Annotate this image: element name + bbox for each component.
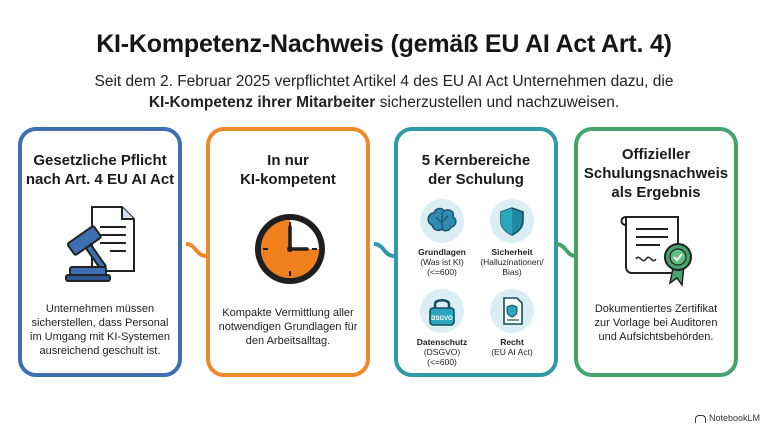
- card-title-line: Gesetzliche Pflicht: [33, 152, 167, 169]
- card-title-line: 5 Kernbereiche: [421, 152, 531, 169]
- topic-detail: (<=600): [427, 267, 457, 277]
- topic-name: Sicherheit: [491, 247, 533, 257]
- card-body-line: im Umgang mit KI-Systemen: [30, 331, 170, 343]
- brain-icon: [420, 199, 464, 243]
- card-body-line: Dokumentiertes Zertifikat: [594, 303, 718, 315]
- card-body-line: und Aufsichtsbehörden.: [598, 331, 714, 343]
- topic-detail: Bias): [502, 267, 522, 277]
- connector-arrow-icon: [374, 240, 394, 260]
- topic-name: Recht: [500, 337, 524, 347]
- topic-detail: (Was ist KI): [420, 257, 464, 267]
- connector-arrow-icon: [186, 240, 206, 260]
- card-body: [28, 302, 172, 358]
- topic-datenschutz: [406, 337, 478, 367]
- topic-detail: (<=600): [427, 357, 457, 367]
- subtitle-text-1: Seit dem 2. Februar 2025 verpflichtet Artikel 4 des EU AI Act Unternehmen dazu, die: [94, 73, 674, 90]
- topic-recht: [476, 337, 548, 357]
- card-title: [210, 151, 366, 189]
- topic-detail: (Halluzinationen/: [480, 257, 544, 267]
- shield-icon: [490, 199, 534, 243]
- card-body-line: notwendigen Grundlagen für: [218, 321, 358, 333]
- card-legal-obligation: [18, 127, 182, 377]
- brand-label: [695, 413, 760, 423]
- card-core-areas: [394, 127, 558, 377]
- card-title-line: Schulungsnachweis: [583, 165, 729, 182]
- card-fast-competence: [206, 127, 370, 377]
- card-title: [578, 145, 734, 202]
- topic-detail: (EU AI Act): [491, 347, 533, 357]
- dsgvo-badge-text: DSGVO: [431, 316, 453, 322]
- card-title-line: In nur: [267, 152, 309, 169]
- card-title-line: der Schulung: [428, 171, 524, 188]
- card-body-line: Kompakte Vermittlung aller: [222, 307, 354, 319]
- connector-arrow-icon: [556, 240, 576, 260]
- topic-sicherheit: [476, 247, 548, 277]
- card-body: [584, 302, 728, 344]
- topic-name: Grundlagen: [418, 247, 466, 257]
- topic-detail: (DSGVO): [423, 347, 461, 357]
- card-body-line: ausreichend geschult ist.: [39, 345, 161, 357]
- card-title-line: KI-kompetent: [240, 171, 336, 188]
- card-body-line: den Arbeitsalltag.: [245, 335, 331, 347]
- card-body-line: Unternehmen müssen: [45, 303, 155, 315]
- topic-grundlagen: [406, 247, 478, 277]
- card-title: [398, 151, 554, 189]
- card-body: [216, 306, 360, 348]
- card-title-line: als Ergebnis: [611, 184, 701, 201]
- certificate-icon: [620, 211, 700, 287]
- gavel-document-icon: [62, 203, 142, 283]
- page-title: KI-Kompetenz-Nachweis (gemäß EU AI Act Art. 4): [96, 30, 672, 58]
- card-certificate: [574, 127, 738, 377]
- clock-icon: [252, 211, 328, 287]
- card-body-line: sicherstellen, dass Personal: [31, 317, 169, 329]
- topic-name: Datenschutz: [416, 337, 468, 347]
- card-title: [22, 151, 178, 189]
- subtitle-text-2: sicherzustellen und nachzuweisen.: [375, 94, 620, 111]
- lock-icon: [420, 289, 464, 333]
- card-title-line: nach Art. 4 EU AI Act: [25, 171, 175, 188]
- legal-document-icon: [490, 289, 534, 333]
- brand-icon: [695, 415, 706, 423]
- brand-text: NotebookLM: [708, 413, 760, 423]
- page-subtitle: [0, 71, 768, 113]
- card-body-line: zur Vorlage bei Auditoren: [594, 317, 718, 329]
- subtitle-bold: KI-Kompetenz ihrer Mitarbeiter: [148, 94, 376, 111]
- card-title-line: Offizieller: [621, 146, 691, 163]
